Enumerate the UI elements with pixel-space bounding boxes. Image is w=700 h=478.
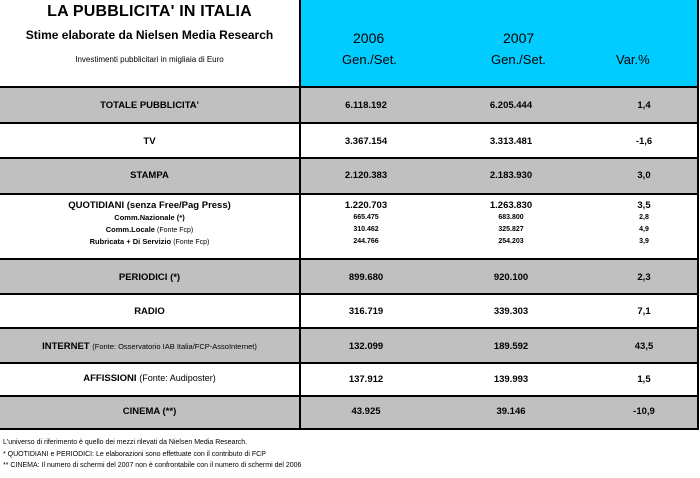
value-var: 7,1 (637, 306, 651, 317)
table-row (0, 260, 697, 295)
footnote-quotidiani: * QUOTIDIANI e PERIODICI: Le elaborazioni sono effettuate con il contributo di FCP (3, 451, 266, 458)
footnote-cinema: ** CINEMA: Il numero di schermi del 2007 non è confrontabile con il numero di schermi del 2006 (3, 462, 302, 469)
table-row (0, 364, 697, 397)
var-header: Var.% (616, 52, 650, 67)
sub-value-var: 4,9 (639, 226, 649, 233)
header-right (301, 0, 697, 88)
table-row (0, 124, 697, 159)
sub-value-2007: 683.800 (498, 214, 524, 221)
row-label: INTERNET (Fonte: Osservatorio IAB Italia/FCP-AssoInternet) (42, 341, 257, 352)
value-2006: 132.099 (348, 341, 384, 352)
table-row (0, 159, 697, 195)
value-var: 1,4 (637, 100, 651, 111)
value-2006: 137.912 (348, 374, 384, 385)
value-var: 3,5 (637, 200, 651, 211)
right-border (697, 0, 699, 430)
value-2007: 920.100 (493, 272, 529, 283)
value-2007: 139.993 (493, 374, 529, 385)
row-label: PERIODICI (*) (118, 272, 181, 283)
value-2006: 1.220.703 (344, 200, 388, 211)
sub-row-label: Comm.Nazionale (*) (114, 213, 185, 222)
footnote-universe: L'universo di riferimento è quello dei mezzi rilevati da Nielsen Media Research. (3, 439, 248, 446)
row-label: TOTALE PUBBLICITA' (100, 100, 199, 111)
value-2007: 3.313.481 (489, 136, 533, 147)
sub-value-var: 2,8 (639, 214, 649, 221)
header-left (0, 0, 301, 88)
value-var: -1,6 (635, 136, 653, 147)
value-2006: 3.367.154 (344, 136, 388, 147)
value-var: 1,5 (637, 374, 651, 385)
row-label: QUOTIDIANI (senza Free/Pag Press) (68, 200, 231, 211)
period-2007: Gen./Set. (491, 52, 546, 67)
value-2007: 39.146 (496, 406, 526, 417)
row-label: AFFISSIONI (Fonte: Audiposter) (83, 373, 216, 384)
value-2006: 899.680 (348, 272, 384, 283)
value-var: 43,5 (634, 341, 654, 352)
sub-value-2007: 325.827 (498, 226, 524, 233)
value-var: -10,9 (633, 406, 655, 417)
table-row (0, 397, 697, 430)
sub-row-label: Comm.Locale (Fonte Fcp) (105, 225, 194, 234)
year-2006: 2006 (353, 30, 385, 46)
table-row (0, 88, 697, 124)
sub-value-var: 3,9 (639, 238, 649, 245)
sub-row-label: Rubricata + Di Servizio (Fonte Fcp) (89, 237, 210, 246)
table-row (0, 329, 697, 364)
unit-note: Investimenti pubblicitari in migliaia di Euro (75, 55, 224, 64)
sub-value-2006: 310.462 (353, 226, 379, 233)
value-2006: 316.719 (348, 306, 384, 317)
table-row (0, 195, 697, 260)
row-label: TV (143, 136, 156, 147)
row-label: STAMPA (130, 170, 169, 181)
value-2006: 6.118.192 (345, 100, 387, 111)
value-2007: 6.205.444 (489, 100, 533, 111)
sub-value-2006: 244.766 (353, 238, 379, 245)
value-2006: 2.120.383 (344, 170, 388, 181)
sub-value-2007: 254.203 (498, 238, 524, 245)
value-var: 3,0 (637, 170, 651, 181)
value-2006: 43.925 (351, 406, 381, 417)
value-2007: 339.303 (493, 306, 529, 317)
year-2007: 2007 (503, 30, 535, 46)
table-title: LA PUBBLICITA' IN ITALIA (47, 3, 252, 20)
sub-value-2006: 665.475 (353, 214, 379, 221)
value-2007: 189.592 (493, 341, 529, 352)
value-var: 2,3 (637, 272, 651, 283)
value-2007: 1.263.830 (489, 200, 533, 211)
table-row (0, 295, 697, 329)
row-label: CINEMA (**) (122, 406, 177, 417)
value-2007: 2.183.930 (489, 170, 533, 181)
table-subtitle: Stime elaborate da Nielsen Media Research (25, 28, 274, 42)
row-label: RADIO (134, 306, 165, 317)
period-2006: Gen./Set. (342, 52, 397, 67)
